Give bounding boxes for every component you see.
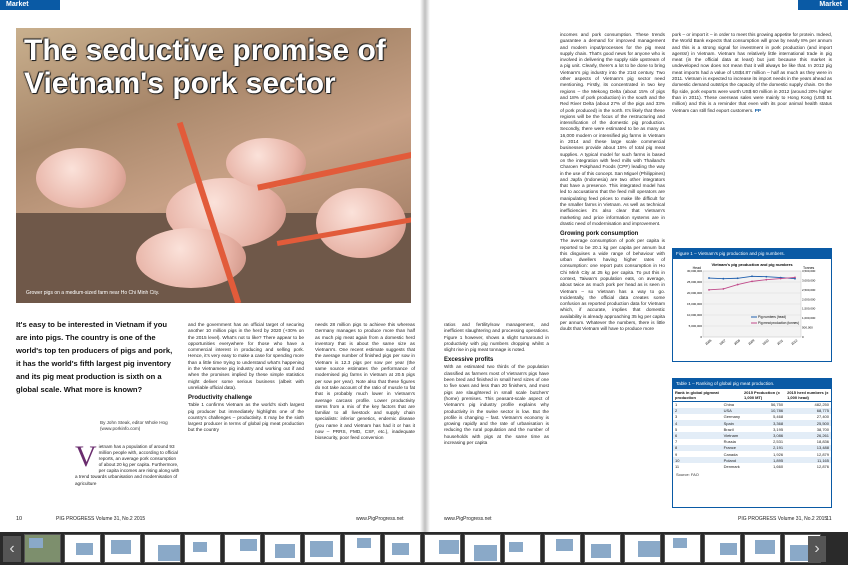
x-tick-label: 2011 [776, 338, 784, 346]
table-cell: 18,836 [816, 439, 829, 445]
right-page [424, 0, 848, 532]
thumbnail-image [673, 538, 687, 548]
page-thumbnail[interactable] [504, 534, 541, 563]
table-1-grid [673, 389, 831, 470]
body-column-2 [315, 322, 415, 442]
body-text: ratios and fertility/sow management, and inefficient slaughtering and processing operations. Figure 1 however, shows a slight turnaround in productivity with pig numbers dropping whilst a slight rise in pig meat tonnage is noted. [444, 322, 549, 353]
thumbnail-image [357, 538, 371, 548]
thumbnail-image [392, 543, 409, 555]
left-page [0, 0, 424, 532]
table-cell: 11 [675, 463, 680, 469]
page-thumbnail[interactable] [224, 534, 261, 563]
chart-title: Vietnam's pig production and pig numbers [711, 262, 793, 267]
page-thumbnail[interactable] [624, 534, 661, 563]
table-cell: 1 [675, 402, 678, 408]
page-thumbnail[interactable] [704, 534, 741, 563]
table-cell: Canada [723, 451, 738, 457]
y-tick-label: 20,000,000 [686, 291, 702, 295]
data-point [722, 278, 724, 280]
y2-tick-label: 2,500,000 [802, 287, 816, 292]
body-text [672, 32, 832, 114]
end-mark: PP [754, 107, 762, 113]
data-point [708, 277, 710, 279]
page-thumbnail[interactable] [24, 534, 61, 563]
table-cell: 68,775 [785, 408, 831, 414]
page-thumbnail[interactable] [544, 534, 581, 563]
intro-paragraph [75, 440, 181, 487]
body-column-3 [444, 322, 549, 446]
data-point [751, 280, 753, 282]
thumbnail-image [193, 542, 207, 552]
thumbnail-strip[interactable] [0, 532, 848, 565]
magazine-info-right: PIG PROGRESS Volume 31, No.2 2015 [738, 516, 828, 522]
byline [100, 420, 180, 432]
thumbnail-image [720, 543, 737, 555]
table-cell: 1,895 [742, 457, 785, 463]
body-text: needs 28 million pigs to achieve this whereas Germany manages to produce more than half as much pig meat again from a domestic herd inventory that is about the same size as Vietnam's. One recent estimate suggests that the average number of finished pigs per sow in Vietnam is 12.3 pigs per sow per year (the same source estimates the performance of modernised pig farms in Vietnam at 20.5 pigs per sow per year). Note also that these figures do not take account of the ratio of muscle to fat that is probably much lower in Vietnam's average carcass profile. Lower productivity stems from a mix of the key factors that are familiar to all livestock and supply chain specialists: inferior genetics, endemic disease (you name it and Vietnam has had it or has it now – PRRS, FMD, CSF, etc.), inadequate biosecurity, poor feed conversion [315, 322, 415, 441]
pig-image [36, 148, 126, 208]
data-point [737, 284, 739, 286]
data-point [780, 278, 782, 280]
y2-tick-label: 3,500,000 [802, 269, 816, 273]
page-thumbnail[interactable] [264, 534, 301, 563]
table-cell: 2,531 [773, 439, 784, 445]
column-header [722, 389, 742, 402]
table-cell: 27,400 [816, 414, 829, 420]
photo-caption: Grower pigs on a medium-sized farm near Ho Chi Minh City. [26, 290, 160, 296]
page-number-left: 10 [16, 516, 23, 522]
hero-photo [16, 28, 411, 303]
page-thumbnail[interactable] [184, 534, 221, 563]
table-cell: 3,086 [742, 432, 785, 438]
table-cell: 9 [675, 451, 678, 457]
table-cell: Brazil [723, 426, 734, 432]
table-source: Source: FAO [676, 471, 699, 477]
page-thumbnail[interactable] [304, 534, 341, 563]
article-title: The seductive promise of Vietnam's pork sector [24, 34, 386, 100]
y-tick-label: 5,000,000 [688, 324, 702, 328]
table-cell: Denmark [723, 463, 740, 469]
table-cell: France [722, 445, 742, 451]
thumbnail-image [29, 538, 43, 548]
y-axis-label: Head [692, 266, 701, 270]
section-tag-left: Market [0, 0, 60, 10]
data-point [765, 276, 767, 278]
x-tick-label: 2007 [718, 338, 727, 347]
page-thumbnail[interactable] [144, 534, 181, 563]
table-1-body [673, 402, 831, 470]
table-cell: 13,488 [785, 445, 831, 451]
body-text: With an estimated two thirds of the population classified as farmers most of Vietnam's pigs have been bred and finished in small herd sizes of one to five sows and less than 20 finishers, and most pigs are slaughtered in small scale butchers' (home) premises. This peasant-scale aspect of Vietnam's pig industry profile explains why productivity in the swine sector is low. But the profile is changing – fast. Vietnam's economy is growing rapidly and the rate of urbanisation is reducing the rural population and the number of households with pigs at the same time as increasing per capita [444, 364, 549, 446]
lead-paragraph: It's easy to be interested in Vietnam if you are into pigs. The country is one of the world's top ten producers of pigs and pork, it has the world's fifth largest pig inventory and its pig meat production is sixth on a global scale. What more is known? [16, 320, 173, 394]
thumbnail-image [275, 544, 295, 558]
thumbnail-image [76, 543, 93, 555]
thumbnail-image [474, 545, 497, 561]
table-cell: Spain [722, 420, 742, 426]
data-point [751, 275, 753, 277]
data-point [708, 289, 710, 291]
y2-tick-label: 500,000 [802, 325, 813, 330]
website-right[interactable]: www.PigProgress.net [444, 516, 492, 522]
table-cell: 38,700 [816, 426, 829, 432]
column-header: 2015 Production (x 1,000 MT) [742, 389, 785, 402]
y-tick-label: 10,000,000 [686, 313, 702, 317]
table-cell: 25,500 [785, 420, 831, 426]
y2-tick-label: 1,500,000 [802, 306, 816, 311]
page-number-right: 11 [826, 516, 832, 522]
table-cell: 11,165 [785, 457, 831, 463]
legend-label: Pig meat production (tonnes) [758, 321, 799, 325]
table-cell: Germany [723, 414, 741, 420]
x-tick-label: 2012 [790, 338, 799, 347]
subheading-productivity: Productivity challenge [188, 395, 253, 402]
body-text: incomes and pork consumption. These trends guarantee a demand for improved management and modern input/processes for the pig meat supply chain. That's good news for anyone who is involved in delivering the supply side upstream of a pig unit. Clearly, there's a lot to be done to bring Vietnam's pig industry into the 21st century. Two other aspects of Vietnam's pig sector need mentioning. Firstly, its concentrated in two key regions – the Mekong Delta (about 15% of pigs and 18% of pork production) in the south and the Red River Delta (about 27% of the pigs and 33% of pork produced) in the north. It's likely that these regions will be the focus of the restructuring and intensification of the domestic pig production. Secondly, there were estimated to be as many as 16,000 modern or intensified pig farms in Vietnam in 2014 and these large scale commercial businesses provide about 15% of total pig meat supplies. A typical model for such farms is based on the integration with feed mills with Thailand's Charoen Pokphand Foods (CPF) leading the way in the use of this concept. San Miguel (Philippines) and Japfa (Indonesia) are two other integrators that have a presence. This integrated model has led to accusations that the feed mill operators are manipulating feed prices to make life difficult for the smaller farms in Vietnam. As well as technical inefficiencies it's also clear that Vietnam's marketing and price information systems are in drastic need of modernisation and improvement. [560, 32, 666, 226]
y-tick-label: 25,000,000 [686, 280, 702, 284]
page-gutter [420, 0, 430, 532]
table-cell: 12,879 [816, 451, 829, 457]
body-text: and the government has an official target of securing another 10 million pigs in the herd by 2020 (+30% on the 2015 level). What's not to like? There appear to be opportunities everywhere for those who have a commercial interest in producing and selling pork. Hence, it's very easy to make a case for spending more than a little time trying to understand what's happening in the Vietnamese pig industry and working out if and when the promises implied by these simple statistics might deliver some serious business (albeit with unreliable official data). [188, 322, 304, 390]
table-1-heading: Table 1 – Ranking of global pig meat production. [673, 379, 831, 389]
body-text: The average consumption of pork per capita is reported to be 20.1 kg per capita per annum but this disguises a wide range of behaviour with urban dwellers having higher rates of consumption: one report puts consumption in Ho Chi Minh City at 25 kg per capita. To put this in context, Taiwan's population eats, on average, about twice as much pork per head as is seen in Vietnam – so Vietnam has a way to go. Incidentally, the official data creates some confusion as reported production data for Vietnam which, if accurate, implies that domestic availability is already approaching 35 kg per capita per annum. Whatever the numbers, there is little doubt that Vietnam will have to produce more [560, 238, 665, 332]
table-cell: 3,368 [742, 420, 785, 426]
table-cell: 10 [673, 457, 722, 463]
x-tick-label: 2010 [761, 338, 770, 347]
table-cell: 1,926 [773, 451, 784, 457]
table-cell: 12,876 [816, 463, 829, 469]
table-cell: 1,660 [773, 463, 784, 469]
body-column-5 [672, 32, 832, 114]
body-column-1 [188, 322, 304, 434]
page-thumbnail[interactable] [384, 534, 421, 563]
thumbnail-image [638, 541, 661, 557]
table-cell: 10,786 [742, 408, 785, 414]
y2-tick-label: 1,000,000 [802, 316, 816, 321]
page-thumbnail[interactable] [464, 534, 501, 563]
page-thumbnail[interactable] [64, 534, 101, 563]
table-cell: Russia [723, 439, 736, 445]
thumbnail-image [310, 541, 333, 557]
table-cell: 8 [673, 445, 722, 451]
column-header: 2015 herd numbers (x 1,000 head) [785, 389, 831, 402]
y-tick-label: 15,000,000 [686, 302, 702, 306]
y2-tick-label: 0 [802, 335, 804, 339]
thumbnail-image [556, 539, 573, 551]
table-cell: 3,195 [773, 426, 784, 432]
table-cell: USA [722, 408, 742, 414]
y-tick-label: 0 [700, 335, 702, 339]
y2-tick-label: 2,000,000 [802, 297, 816, 302]
x-tick-label: 2008 [733, 338, 742, 347]
x-tick-label: 2006 [704, 338, 713, 347]
website-left[interactable]: www.PigProgress.net [356, 516, 404, 522]
thumbnail-image [439, 540, 459, 554]
thumbnail-image [158, 545, 181, 561]
page-thumbnail[interactable] [584, 534, 621, 563]
table-cell: 5,468 [773, 414, 784, 420]
table-cell: 5 [675, 426, 678, 432]
table-cell: 26,261 [785, 432, 831, 438]
thumbnail-image [111, 540, 131, 554]
y-tick-label: 30,000,000 [686, 269, 702, 273]
page-thumbnail[interactable] [664, 534, 701, 563]
subheading-excessive-profits: Excessive profits [444, 357, 494, 364]
prev-arrow-icon[interactable]: ‹ [3, 536, 21, 562]
body-text-span: pork – or import it – in order to meet this growing appetite for protein. Indeed, the World Bank expects that consumption will grow by nearly 8% per annum and this is a strong signal for investment in pork production (and import agents!) in Vietnam. Vietnam has relatively little international trade in pig meat (in the official data at least) but just because this market is undeveloped now does not mean that it will always be like that. In 2012 pig meat imports had a value of US$4.87 million – half as much as they were in 2011. Vietnam is expected to increase its import needs in the years ahead as domestic demand outstrips the capacity of the domestic supply chain. On the flip side, pork exports were worth US$ 60 million in 2012 (around 20% higher than in 2011). These overseas sales were mainly to Hong Kong (US$ 51 million) and this is a reminder that even with its poor animal health status Vietnam can still find export customers. [672, 32, 832, 113]
next-arrow-icon[interactable]: › [808, 536, 826, 562]
column-header: Rank in global pigmeat production [673, 389, 722, 402]
table-header-row [673, 389, 831, 402]
subheading-growing-consumption: Growing pork consumption [560, 231, 639, 238]
page-thumbnail[interactable] [744, 534, 781, 563]
data-point [765, 279, 767, 281]
table-cell: 3 [675, 414, 678, 420]
body-text: Table 1 confirms Vietnam as the world's sixth largest pig producer but immediately highlights one of the country's challenges – productivity. It may be the sixth largest producer in terms of global pig meat production but the country [188, 402, 304, 433]
page-thumbnail[interactable] [344, 534, 381, 563]
figure-1 [672, 248, 832, 362]
table-cell: 2 [673, 408, 722, 414]
data-point [722, 288, 724, 290]
section-tag-right: Market [798, 0, 848, 10]
legend-label: Pig numbers (head) [758, 315, 786, 319]
byline-site: (www.porkinfo.com) [100, 426, 141, 431]
thumbnail-image [240, 539, 257, 551]
data-point [737, 277, 739, 279]
y2-tick-label: 3,000,000 [802, 278, 816, 283]
page-thumbnail[interactable] [424, 534, 461, 563]
table-cell: 56,750 [770, 402, 784, 408]
x-tick-label: 2009 [747, 338, 756, 347]
table-cell: 482,250 [814, 402, 829, 408]
byline-author: By John Steak, editor Whole Hog [100, 420, 168, 425]
table-cell: 4 [673, 420, 722, 426]
figure-1-chart [673, 259, 831, 361]
table-cell: Vietnam [722, 432, 742, 438]
thumbnail-image [591, 544, 611, 558]
body-column-4 [560, 32, 665, 333]
table-cell: China [723, 402, 735, 408]
table-cell: 6 [673, 432, 722, 438]
magazine-info-left: PIG PROGRESS Volume 31, No.2 2015 [56, 516, 146, 522]
table-1 [672, 378, 832, 508]
table-cell: 2,191 [742, 445, 785, 451]
intro-text: ietnam has a population of around 93 million people with, according to official reports, an average pork consumption of about 20 kg per capita. Furthermore, per capita incomes are rising along with a trend towards urbanisation and modernisation of agriculture [75, 444, 180, 486]
y2-axis-label: Tonnes [803, 266, 815, 270]
thumbnail-image [509, 542, 523, 552]
data-point [794, 277, 796, 279]
table-cell: 7 [675, 439, 678, 445]
thumbnail-image [755, 540, 775, 554]
page-thumbnail[interactable] [104, 534, 141, 563]
dropcap: V [75, 440, 97, 473]
table-cell: Poland [722, 457, 742, 463]
figure-1-heading: Figure 1 – Vietnam's pig production and pig numbers. [673, 249, 831, 259]
